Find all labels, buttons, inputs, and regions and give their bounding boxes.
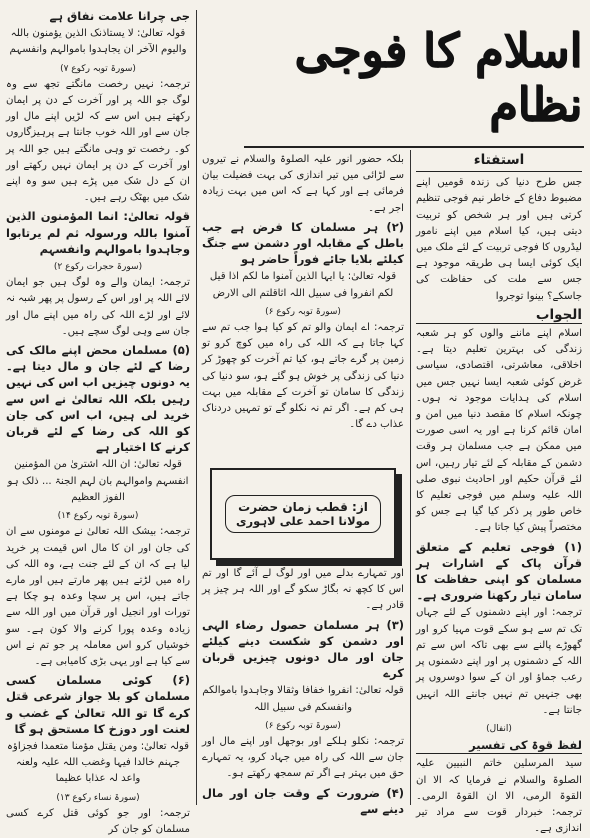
paragraph: ترجمہ: اے ایمان والو تم کو کیا ہوا جب تم سے کہا جاتا ہے کہ اللہ کی راہ میں کوچ کرو تو زمین پر گرے جاتے ہو، کیا تم آخرت کو چھوڑ کر دنیا کی زندگی پر خوش ہو گئے ہو، سو دنیا کی زندگی کا سامان تو آخرت کے مقابلہ میں بہت ہی کم ہے۔ اگر تم نہ نکلو گے تو تمہیں دردناک عذاب دے گا۔	[202, 322, 404, 431]
column-middle-upper	[202, 152, 404, 462]
section-heading: (۴) ضرورت کے وقت جان اور مال دینے سے	[202, 785, 404, 816]
author-prefix: از: قطب زمان حضرت	[238, 500, 368, 514]
title-divider	[244, 146, 584, 148]
reference: (سورۃ حجرات رکوع ۲)	[53, 262, 143, 273]
paragraph: ترجمہ: اور جو کوئی قتل کرے کسی مسلمان کو جان کر	[6, 807, 190, 835]
author-box	[210, 468, 396, 560]
column-divider-right	[410, 150, 411, 805]
quran-quote: قولہ تعالیٰ: لا یستاذنک الذین یؤمنون باللہ والیوم الآخر ان یجاہدوا باموالہم وانفسہم	[9, 28, 187, 56]
paragraph: اسلام اپنے ماننے والوں کو ہر شعبہ زندگی کی بہترین تعلیم دیتا ہے۔ اخلاقی، معاشرتی، اقتصادی، سیاسی غرض کوئی شعبہ ایسا نہیں جس میں اسلام کی ہدایات موجود نہ ہوں۔ چونکہ اسلام کا مقصد دنیا میں امن و امان قائم کرنا ہے اور یہ اسی صورت میں ممکن ہے جب مسلمان ہر وقت دشمن کے مقابلہ کے لئے تیار رہیں، اس لئے قرآن حکیم اور احادیث نبوی صلی اللہ علیہ وسلم میں فوجی تعلیم کا خاص طور پر ذکر کیا گیا ہے جس کو مختصراً پیش کیا جاتا ہے۔	[416, 328, 582, 534]
quran-quote: قولہ تعالیٰ: ومن یقتل مؤمنا متعمدا فجزاؤہ جہنم خالدا فیہا وغضب اللہ علیہ ولعنہ واعد لہ عذابا عظیما	[6, 740, 190, 785]
paragraph: ترجمہ: اور اپنے دشمنوں کے لئے جہاں تک تم سے ہو سکے قوت مہیا کرو اور گھوڑے پالنے سے بھی تاکہ اس سے تم اللہ کے دشمنوں پر اور اپنے دشمنوں پر رعب جماؤ اور ان کے سوا دوسروں پر بھی جنہیں تم نہیں جانتے اللہ انہیں جانتا ہے۔	[416, 607, 582, 716]
section-heading: جی چرانا علامت نفاق ہے	[49, 9, 190, 23]
title-block	[246, 8, 582, 146]
paragraph: بلکہ حضور انور علیہ الصلوۃ والسلام نے تیروں سے لڑائی میں تیر اندازی کی بہت فضیلت بیان فرمائی ہے اور کہا ہے کہ اس میں بہت زیادہ اجر ہے۔	[202, 154, 404, 214]
page-title: اسلام کا فوجی نظام	[294, 23, 582, 131]
paragraph: جس طرح دنیا کی زندہ قومیں اپنے مضبوط دفاع کے خاطر نیم فوجی تنظیم کرتی ہیں اور ہر شخص کو تربیت دیتی ہیں، کیا اسلام میں اپنے نامور لیڈروں کا فوجی تربیت کے لئے ملک میں ایک کوئی ایسا ہی طریقہ موجود ہے جس سے ملت کی حفاظت کی جاسکے؟ بینوا توجروا	[416, 177, 582, 302]
section-heading: (۱) فوجی تعلیم کے متعلق قرآن پاک کے اشارات ہر مسلمان کو اپنی حفاظت کا سامان تیار رکھنا ضروری ہے۔	[416, 539, 582, 603]
section-heading-istifta: استفتاء	[473, 152, 525, 168]
paragraph: ترجمہ: نکلو ہلکے اور بوجھل اور اپنے مال اور جان سے اللہ کی راہ میں جہاد کرو، یہ تمہارے حق میں بہتر ہے اگر تم سمجھ رکھتے ہو۔	[202, 736, 404, 780]
section-heading: لفظ قوۃ کی تفسیر	[416, 737, 582, 754]
paragraph: ترجمہ: نہیں رخصت مانگتے تجھ سے وہ لوگ جو اللہ پر اور آخرت کے دن پر ایمان رکھتے ہیں اس سے کہ لڑیں اپنے مال اور جان سے اور اللہ خوب جانتا ہے پرہیزگاروں کو۔ رخصت تو وہی مانگتے ہیں جو اللہ پر اور آخرت کے دن پر ایمان نہیں رکھتے اور ان کے دل شک میں پڑے ہیں سو وہ اپنے شک میں بھٹک رہے ہیں۔	[6, 78, 190, 204]
section-heading: (۳) ہر مسلمان حصول رضاء الہی اور دشمن کو شکست دینے کیلئے جان اور مال دونوں چیزیں قربان کرے	[202, 617, 404, 681]
author-name: مولانا احمد علی لاہوری	[236, 514, 370, 528]
section-heading: (۶) کوئی مسلمان کسی مسلمان کو بلا جواز شرعی قتل کرے گا تو اللہ تعالیٰ کے غضب و لعنت اور دوزخ کا مستحق ہو گا	[6, 673, 190, 736]
reference: (سورۃ توبہ رکوع ۷)	[60, 63, 136, 74]
section-heading-jawab: الجواب	[416, 307, 582, 324]
quran-quote: قولہ تعالیٰ: یا ایہا الذین آمنوا ما لکم اذا قیل لکم انفروا فی سبیل اللہ اثاقلتم الی الارض	[209, 271, 397, 299]
reference: (سورۃ نساء رکوع ۱۳)	[56, 792, 140, 803]
reference: (سورۃ توبہ رکوع ۶)	[265, 306, 341, 317]
column-middle-lower	[202, 566, 404, 816]
reference: (انفال)	[486, 723, 512, 734]
paragraph: اور تمہارے بدلے میں اور لوگ لے آئے گا اور تم اس کا کچھ نہ بگاڑ سکو گے اور اللہ ہر چیز پر قادر ہے۔	[202, 568, 404, 612]
paragraph: سید المرسلین خاتم النبیین علیہ الصلوۃ والسلام نے فرمایا کہ الا ان القوۃ الرمی، الا ان القوۃ الرمی۔ ترجمہ: خبردار قوت سے مراد تیر اندازی ہے۔	[416, 758, 582, 835]
section-heading: (۲) ہر مسلمان کا فرض ہے جب باطل کے مقابلہ اور دشمن سے جنگ کیلئے بلایا جائے فوراً حاضر ہو	[202, 219, 404, 267]
paragraph: ترجمہ: بیشک اللہ تعالیٰ نے مومنوں سے ان کی جان اور ان کا مال اس قیمت پر خرید لیا ہے کہ ان کے لئے جنت ہے، وہ اللہ کی راہ میں لڑتے ہیں پھر مارتے ہیں اور مارے جاتے ہیں، اس پر سچا وعدہ ہو چکا ہے تورات اور انجیل اور قرآن میں اور اللہ سے زیادہ وعدہ پورا کرنے والا کون ہے۔ سو خوشیاں کرو اس معاملہ پر جو تم نے اس سے کیا ہے اور یہی بڑی کامیابی ہے۔	[6, 526, 190, 667]
column-left	[5, 8, 190, 835]
reference: (سورۃ توبہ رکوع ۱۴)	[57, 511, 139, 522]
section-heading: قولہ تعالیٰ: انما المؤمنون الذین آمنوا باللہ ورسولہ ثم لم یرتابوا وجاہدوا باموالہم وانفسہم	[6, 209, 190, 256]
column-divider-left	[196, 10, 197, 805]
section-heading: (۵) مسلمان محض اپنے مالک کی رضا کے لئے جان و مال دیتا ہے۔ یہ دونوں چیزیں اب اس کی نہیں رہیں بلکہ اللہ تعالیٰ نے اس سے خرید لی ہیں، اب اس کی جان کو اللہ کی رضا کے لئے قربان کرنے کا اختیار ہے	[5, 343, 190, 455]
reference: (سورۃ توبہ رکوع ۶)	[265, 720, 341, 731]
paragraph: ترجمہ: ایمان والے وہ لوگ ہیں جو ایمان لائے اللہ پر اور اس کے رسول پر پھر شبہ نہ لائے اور لڑے اللہ کی راہ میں اپنے مال اور جان سے وہی لوگ سچے ہیں۔	[6, 277, 190, 337]
quran-quote: قولہ تعالیٰ: انفروا خفافا وثقالا وجاہدوا باموالکم وانفسکم فی سبیل اللہ	[202, 685, 404, 713]
divider	[416, 171, 582, 172]
quran-quote: قولہ تعالیٰ: ان اللہ اشتریٰ من المؤمنین انفسہم واموالہم بان لہم الجنۃ ... ذلک ہو الفوز العظیم	[7, 459, 189, 503]
author-frame	[225, 495, 381, 533]
column-right	[416, 152, 582, 835]
